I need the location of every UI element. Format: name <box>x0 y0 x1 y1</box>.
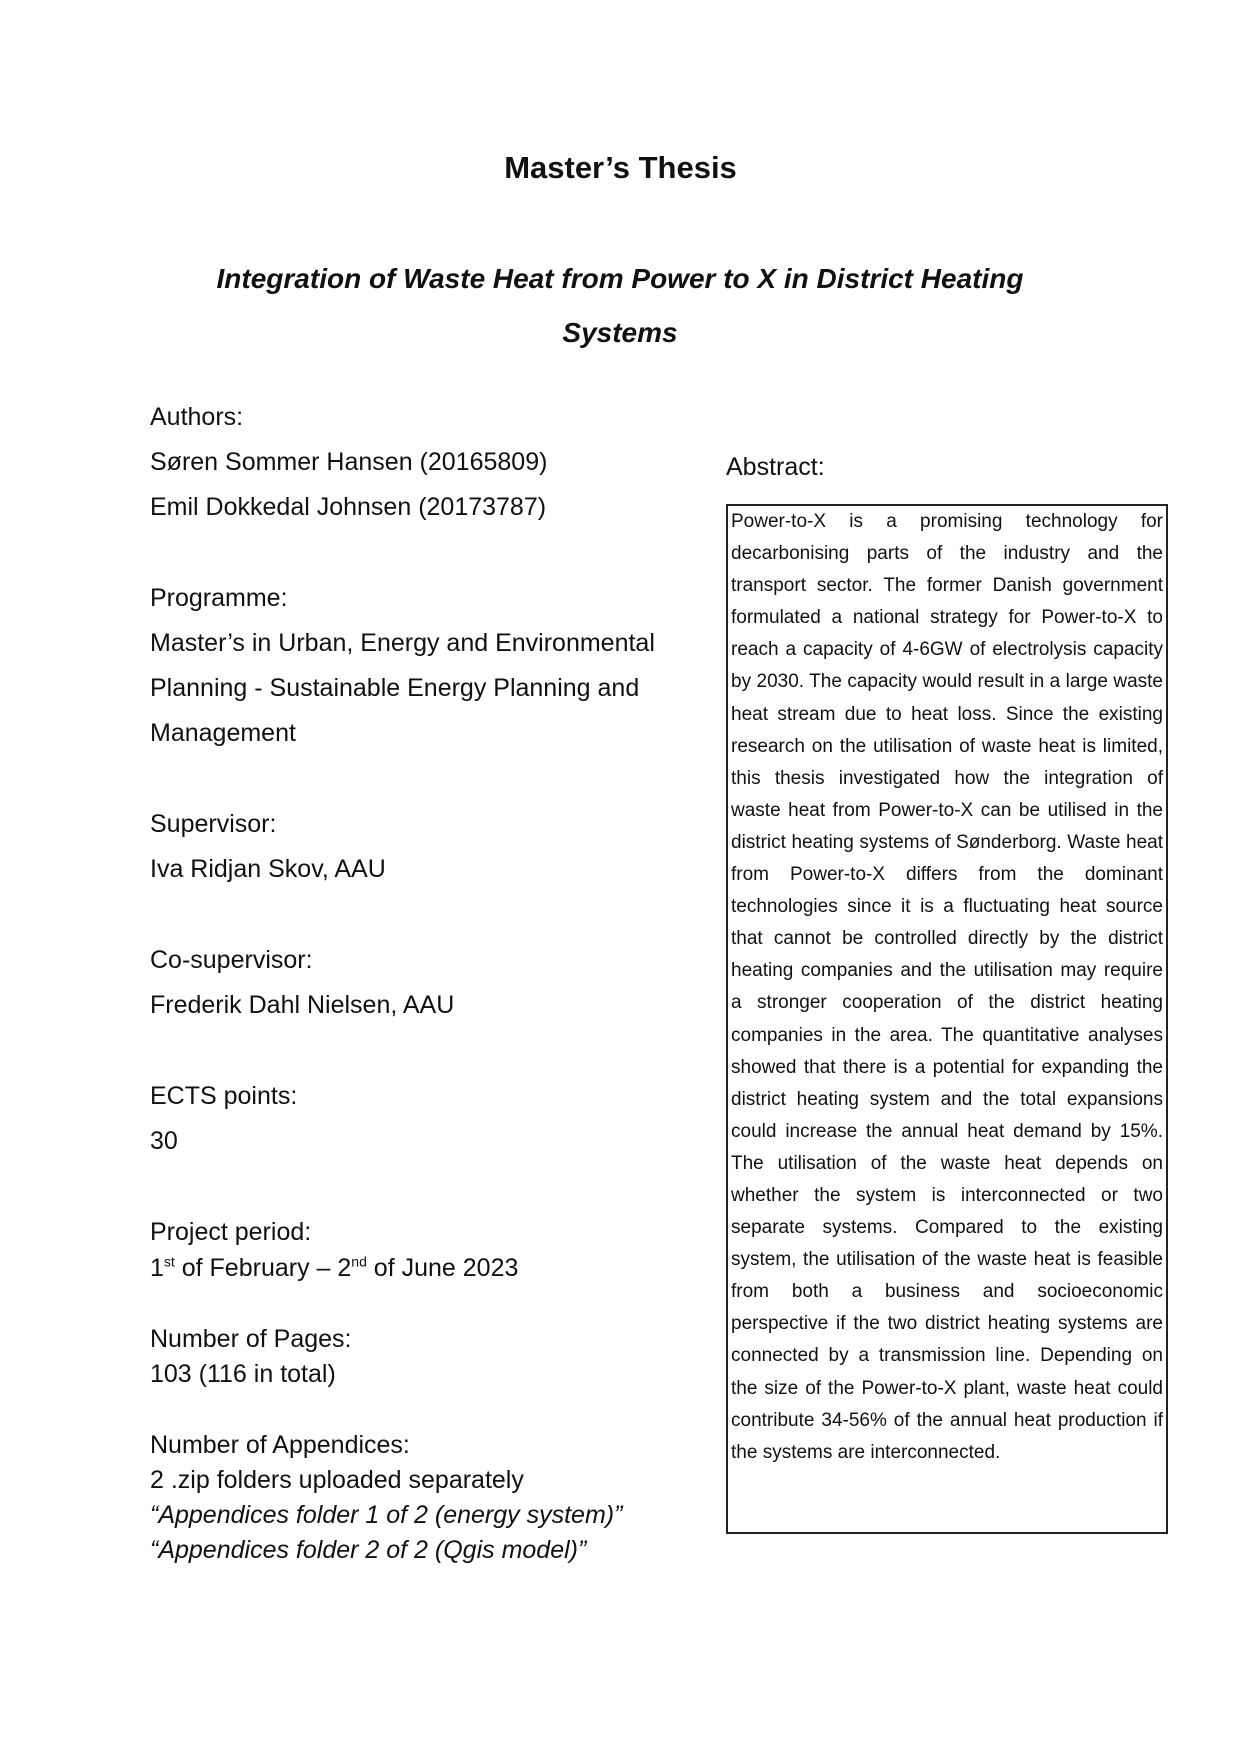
pages-value: 103 (116 in total) <box>150 1360 336 1388</box>
appendices-value: 2 .zip folders uploaded separately <box>150 1466 524 1494</box>
supervisor-name: Iva Ridjan Skov, AAU <box>150 855 386 883</box>
document-type-heading: Master’s Thesis <box>504 150 737 185</box>
period-start-rest: of February – 2 <box>174 1254 352 1282</box>
co-supervisor-name: Frederik Dahl Nielsen, AAU <box>150 991 455 1019</box>
authors-label: Authors: <box>150 403 244 431</box>
thesis-title-line-1: Integration of Waste Heat from Power to X in District Heating <box>216 263 1024 294</box>
programme-label: Programme: <box>150 584 288 612</box>
ects-label: ECTS points: <box>150 1082 298 1110</box>
thesis-title-line-2: Systems <box>562 317 678 348</box>
appendix-folder-1: “Appendices folder 1 of 2 (energy system)” <box>150 1501 623 1529</box>
author-name: Emil Dokkedal Johnsen (20173787) <box>150 493 547 521</box>
programme-line: Master’s in Urban, Energy and Environmental <box>150 629 655 657</box>
abstract-text: Power-to-X is a promising technology for decarbonising parts of the industry and the transport sector. The former Danish government formulated a national strategy for Power-to-X to reach a capacity of 4-6GW of electrolysis capacity by 2030. The capacity would result in a large waste heat stream due to heat loss. Since the existing research on the utilisation of waste heat is limited, this thesis investigated how the integration of waste heat from Power-to-X can be utilised in the district heating systems of Sønderborg. Waste heat from Power-to-X differs from the dominant technologies since it is a fluctuating heat source that cannot be controlled directly by the district heating companies and the utilisation may require a stronger cooperation of the district heating companies in the area. The quantitative analyses showed that there is a potential for expanding the district heating system and the total expansions could increase the annual heat demand by 15%. The utilisation of the waste heat depends on whether the system is interconnected or two separate systems. Compared to the existing system, the utilisation of the waste heat is feasible from both a business and socioeconomic perspective if the two district heating systems are connected by a transmission line. Depending on the size of the Power-to-X plant, waste heat could contribute 34-56% of the annual heat production if the systems are interconnected. <box>731 511 1163 1463</box>
period-end-rest: of June 2023 <box>366 1254 519 1282</box>
project-period-label: Project period: <box>150 1218 312 1246</box>
supervisor-label: Supervisor: <box>150 810 277 838</box>
project-period-value <box>150 1253 518 1283</box>
programme-line: Planning - Sustainable Energy Planning and <box>150 674 640 702</box>
co-supervisor-label: Co-supervisor: <box>150 946 313 974</box>
appendix-folder-2: “Appendices folder 2 of 2 (Qgis model)” <box>150 1536 587 1564</box>
abstract-label: Abstract: <box>726 453 825 481</box>
abstract-box <box>726 504 1168 1534</box>
pages-label: Number of Pages: <box>150 1325 352 1353</box>
thesis-title <box>150 252 1090 360</box>
programme-line: Management <box>150 719 296 747</box>
author-name: Søren Sommer Hansen (20165809) <box>150 448 548 476</box>
period-start-suffix: st <box>163 1253 175 1270</box>
appendices-label: Number of Appendices: <box>150 1431 410 1459</box>
period-end-suffix: nd <box>351 1253 367 1270</box>
period-start-day: 1 <box>150 1254 164 1282</box>
ects-value: 30 <box>150 1127 178 1155</box>
